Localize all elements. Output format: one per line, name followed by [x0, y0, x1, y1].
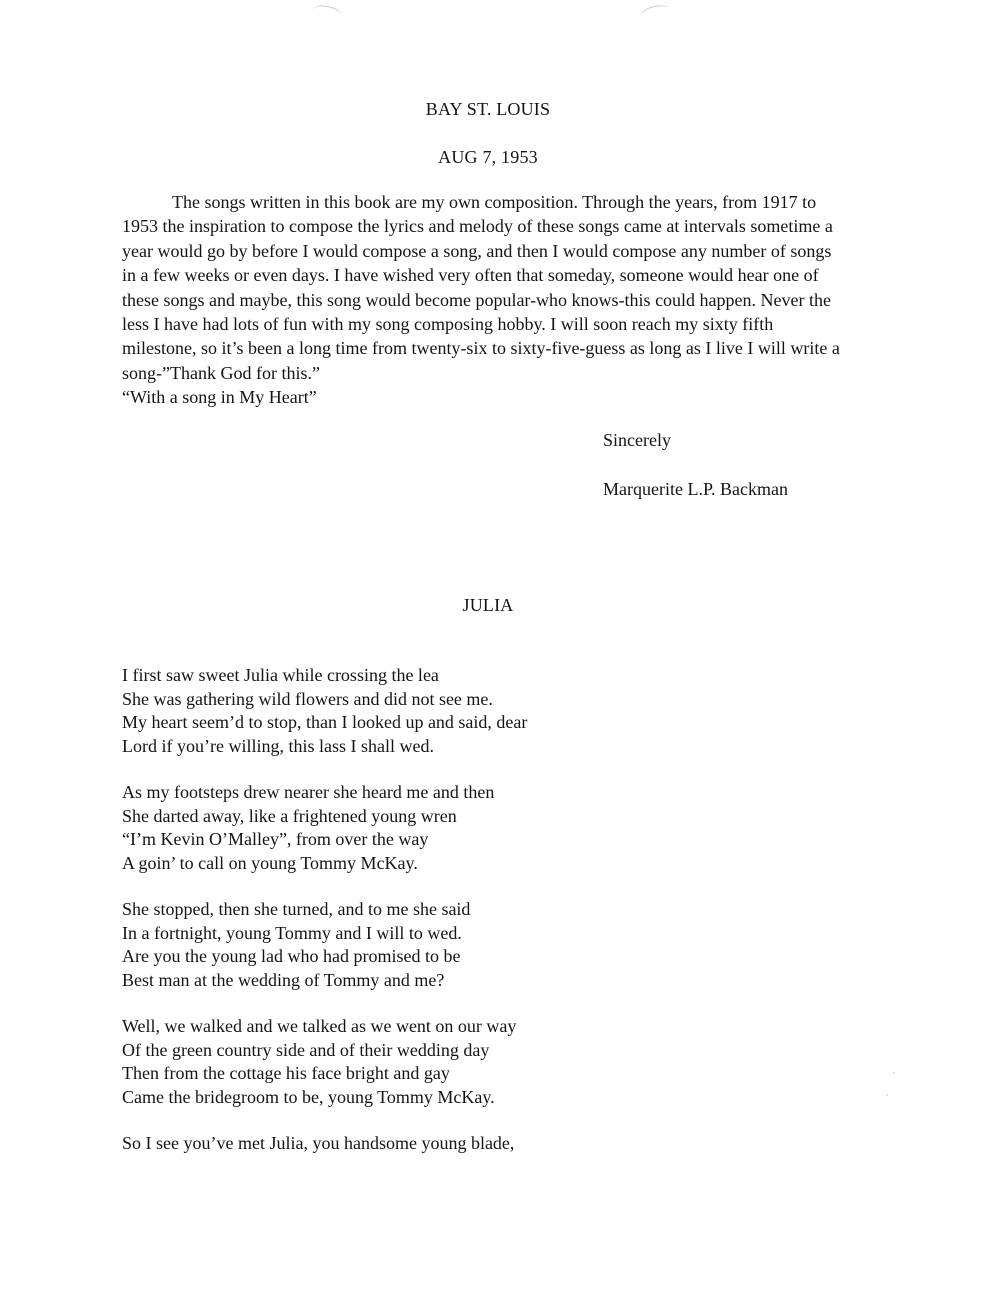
paper-speck [893, 1072, 895, 1074]
lyric-line: Well, we walked and we talked as we went on our way [122, 1016, 517, 1036]
lyric-line: A goin’ to call on young Tommy McKay. [122, 852, 418, 873]
song-lyrics [122, 664, 722, 1179]
lyric-line: As my footsteps drew nearer she heard me and then [122, 782, 495, 802]
signoff-salutation: Sincerely [603, 430, 671, 450]
lyric-line: Came the bridegroom to be, young Tommy McKay. [122, 1086, 495, 1107]
lyric-line: In a fortnight, young Tommy and I will to wed. [122, 922, 462, 943]
lyric-line: Of the green country side and of their wedding day [122, 1039, 490, 1060]
song-stanza [122, 898, 722, 992]
lyric-line: I first saw sweet Julia while crossing the lea [122, 665, 439, 685]
lyric-line: She darted away, like a frightened young wren [122, 805, 457, 826]
paper-speck [886, 1094, 888, 1096]
lyric-line: Are you the young lad who had promised to be [122, 946, 461, 966]
lyric-line: So I see you’ve met Julia, you handsome young blade, [122, 1133, 515, 1153]
lyric-line: Lord if you’re willing, this lass I shall wed. [122, 735, 434, 756]
header-place: BAY ST. LOUIS [425, 99, 551, 119]
lyric-line: My heart seem’d to stop, than I looked up and said, dear [122, 712, 528, 732]
song-stanza [122, 664, 722, 758]
lyric-line: She stopped, then she turned, and to me she said [122, 899, 471, 919]
song-stanza [122, 1015, 722, 1109]
header-date: AUG 7, 1953 [438, 147, 538, 167]
lyric-line: “I’m Kevin O’Malley”, from over the way [122, 829, 429, 849]
signoff-name: Marquerite L.P. Backman [603, 479, 788, 499]
song-stanza [122, 781, 722, 875]
intro-section [122, 190, 842, 410]
punch-hole-mark [311, 3, 343, 24]
intro-paragraph: The songs written in this book are my own composition. Through the years, from 1917 to 1953 the inspiration to compose the lyrics and melody of these songs came at intervals sometime a year would go by before I would compose a song, and then I would compose any number of songs in a few weeks or even days. I have wished very often that someday, someone would hear one of these songs and maybe, this song would become popular-who knows-this could happen. Never the less I have had lots of fun with my song composing hobby. I will soon reach my sixty fifth milestone, so it’s been a long time from twenty-six to sixty-five-guess as long as I live I will write a song-”Thank God for this.” [122, 192, 840, 383]
song-title: JULIA [462, 595, 514, 615]
lyric-line: She was gathering wild flowers and did not see me. [122, 688, 493, 709]
lyric-line: Then from the cottage his face bright and gay [122, 1063, 450, 1083]
lyric-line: Best man at the wedding of Tommy and me? [122, 969, 445, 990]
intro-closing-line: “With a song in My Heart” [122, 387, 317, 408]
song-stanza [122, 1132, 722, 1156]
punch-hole-mark [639, 3, 672, 25]
